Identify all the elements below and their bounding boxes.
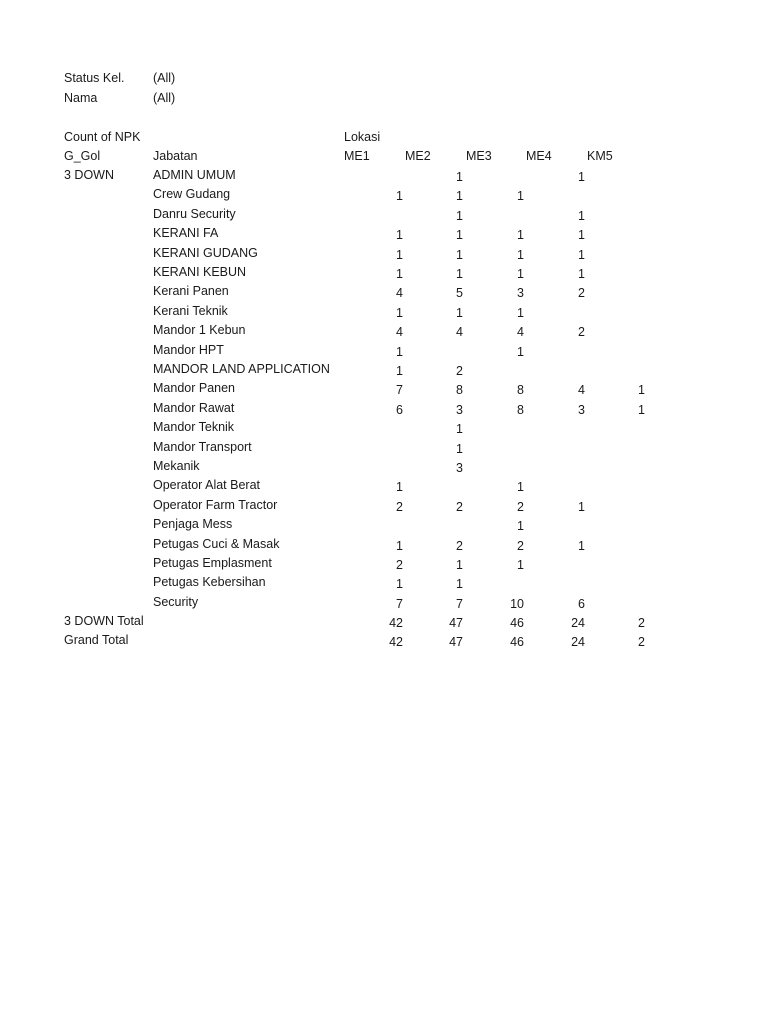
- column-field-label[interactable]: Lokasi: [344, 130, 381, 144]
- table-cell-value: 1: [396, 577, 403, 591]
- row-jabatan-label[interactable]: Mandor 1 Kebun: [153, 323, 246, 337]
- column-header-me2: ME2: [405, 149, 431, 163]
- table-cell-value: 4: [396, 286, 403, 300]
- filter-label-status: Status Kel.: [64, 71, 125, 85]
- total-row-label: Grand Total: [64, 633, 129, 647]
- table-cell-value: 1: [396, 480, 403, 494]
- table-cell-value: 2: [517, 500, 524, 514]
- table-cell-value: 6: [578, 597, 585, 611]
- table-cell-value: 1: [578, 539, 585, 553]
- table-cell-value: 1: [456, 170, 463, 184]
- table-cell-value: 1: [517, 480, 524, 494]
- measure-label: Count of NPK: [64, 130, 141, 144]
- table-cell-value: 1: [396, 248, 403, 262]
- table-cell-value: 1: [578, 170, 585, 184]
- row-jabatan-label[interactable]: Mandor HPT: [153, 343, 224, 357]
- table-cell-value: 1: [517, 248, 524, 262]
- column-header-km5: KM5: [587, 149, 613, 163]
- table-cell-value: 8: [517, 383, 524, 397]
- column-header-me4: ME4: [526, 149, 552, 163]
- row-jabatan-label[interactable]: KERANI FA: [153, 226, 219, 240]
- table-cell-value: 1: [396, 539, 403, 553]
- row-jabatan-label[interactable]: Danru Security: [153, 207, 236, 221]
- row-jabatan-label[interactable]: Mekanik: [153, 459, 200, 473]
- table-cell-value: 1: [396, 267, 403, 281]
- total-cell-value: 42: [389, 635, 403, 649]
- row-jabatan-label[interactable]: Operator Farm Tractor: [153, 498, 278, 512]
- row-jabatan-label[interactable]: KERANI KEBUN: [153, 265, 247, 279]
- table-cell-value: 2: [456, 539, 463, 553]
- table-cell-value: 1: [456, 248, 463, 262]
- row-jabatan-label[interactable]: MANDOR LAND APPLICATION: [153, 362, 330, 376]
- row-jabatan-label[interactable]: Petugas Emplasment: [153, 556, 272, 570]
- table-cell-value: 1: [578, 500, 585, 514]
- column-header-me1: ME1: [344, 149, 370, 163]
- row-jabatan-label[interactable]: Security: [153, 595, 199, 609]
- table-cell-value: 1: [578, 267, 585, 281]
- table-cell-value: 2: [456, 500, 463, 514]
- table-cell-value: 1: [517, 558, 524, 572]
- row-jabatan-label[interactable]: Mandor Rawat: [153, 401, 235, 415]
- table-cell-value: 10: [510, 597, 524, 611]
- table-cell-value: 2: [456, 364, 463, 378]
- table-cell-value: 7: [456, 597, 463, 611]
- column-header-me3: ME3: [466, 149, 492, 163]
- row-jabatan-label[interactable]: Petugas Cuci & Masak: [153, 537, 280, 551]
- table-cell-value: 1: [517, 267, 524, 281]
- table-cell-value: 1: [396, 189, 403, 203]
- table-cell-value: 1: [396, 345, 403, 359]
- total-cell-value: 24: [571, 635, 585, 649]
- table-cell-value: 1: [638, 383, 645, 397]
- table-cell-value: 8: [517, 403, 524, 417]
- table-cell-value: 7: [396, 383, 403, 397]
- table-cell-value: 2: [578, 325, 585, 339]
- total-cell-value: 47: [449, 635, 463, 649]
- table-cell-value: 4: [578, 383, 585, 397]
- table-cell-value: 1: [456, 189, 463, 203]
- row-jabatan-label[interactable]: Kerani Panen: [153, 284, 229, 298]
- table-cell-value: 1: [456, 442, 463, 456]
- table-cell-value: 1: [578, 248, 585, 262]
- table-cell-value: 1: [456, 209, 463, 223]
- row-jabatan-label[interactable]: Mandor Panen: [153, 381, 236, 395]
- table-cell-value: 6: [396, 403, 403, 417]
- total-cell-value: 46: [510, 635, 524, 649]
- table-cell-value: 4: [456, 325, 463, 339]
- table-cell-value: 1: [517, 228, 524, 242]
- filter-value-nama[interactable]: (All): [153, 91, 176, 105]
- table-cell-value: 1: [517, 189, 524, 203]
- row-jabatan-label[interactable]: Kerani Teknik: [153, 304, 228, 318]
- table-cell-value: 2: [578, 286, 585, 300]
- table-cell-value: 1: [456, 228, 463, 242]
- table-cell-value: 1: [456, 267, 463, 281]
- table-cell-value: 8: [456, 383, 463, 397]
- table-cell-value: 4: [396, 325, 403, 339]
- table-cell-value: 4: [517, 325, 524, 339]
- total-cell-value: 47: [449, 616, 463, 630]
- filter-value-status[interactable]: (All): [153, 71, 176, 85]
- row-jabatan-label[interactable]: ADMIN UMUM: [153, 168, 236, 182]
- row-jabatan-label[interactable]: Operator Alat Berat: [153, 478, 261, 492]
- table-cell-value: 5: [456, 286, 463, 300]
- row-jabatan-label[interactable]: Mandor Teknik: [153, 420, 235, 434]
- table-cell-value: 3: [456, 461, 463, 475]
- row-field-ggol[interactable]: G_Gol: [64, 149, 101, 163]
- table-cell-value: 1: [456, 306, 463, 320]
- table-cell-value: 3: [456, 403, 463, 417]
- row-jabatan-label[interactable]: KERANI GUDANG: [153, 246, 258, 260]
- table-cell-value: 1: [517, 519, 524, 533]
- table-cell-value: 1: [456, 558, 463, 572]
- row-jabatan-label[interactable]: Petugas Kebersihan: [153, 575, 266, 589]
- total-cell-value: 2: [638, 616, 645, 630]
- table-cell-value: 3: [578, 403, 585, 417]
- table-cell-value: 1: [517, 345, 524, 359]
- table-cell-value: 2: [517, 539, 524, 553]
- table-cell-value: 2: [396, 500, 403, 514]
- total-cell-value: 2: [638, 635, 645, 649]
- row-jabatan-label[interactable]: Penjaga Mess: [153, 517, 233, 531]
- table-cell-value: 1: [396, 306, 403, 320]
- table-cell-value: 1: [578, 209, 585, 223]
- table-cell-value: 1: [456, 422, 463, 436]
- filter-label-nama: Nama: [64, 91, 98, 105]
- total-cell-value: 24: [571, 616, 585, 630]
- table-cell-value: 1: [396, 228, 403, 242]
- row-jabatan-label[interactable]: Crew Gudang: [153, 187, 231, 201]
- table-cell-value: 2: [396, 558, 403, 572]
- table-cell-value: 1: [456, 577, 463, 591]
- table-cell-value: 3: [517, 286, 524, 300]
- table-cell-value: 7: [396, 597, 403, 611]
- table-cell-value: 1: [578, 228, 585, 242]
- table-cell-value: 1: [638, 403, 645, 417]
- total-row-label: 3 DOWN Total: [64, 614, 144, 628]
- table-cell-value: 1: [396, 364, 403, 378]
- table-cell-value: 1: [517, 306, 524, 320]
- row-field-jabatan[interactable]: Jabatan: [153, 149, 198, 163]
- group-label: 3 DOWN: [64, 168, 114, 182]
- total-cell-value: 46: [510, 616, 524, 630]
- total-cell-value: 42: [389, 616, 403, 630]
- row-jabatan-label[interactable]: Mandor Transport: [153, 440, 252, 454]
